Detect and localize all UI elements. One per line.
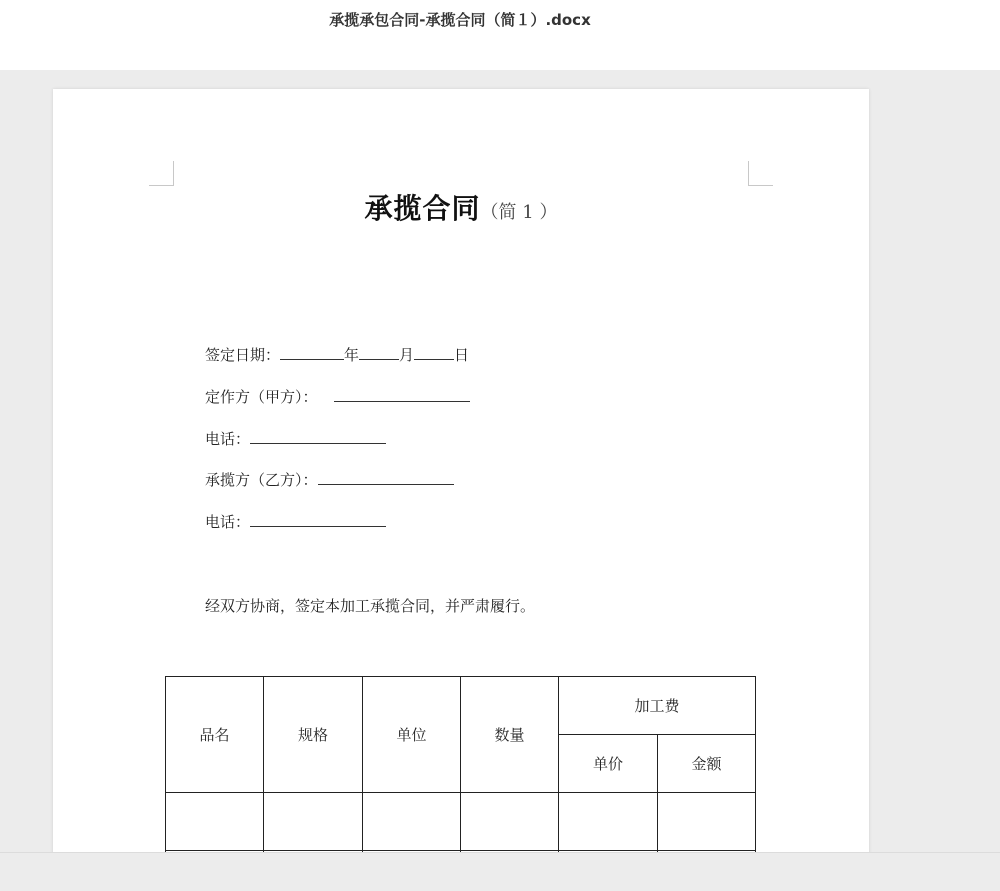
document-viewer[interactable]	[0, 70, 1000, 852]
party-a-blank	[334, 386, 470, 402]
table-cell	[559, 793, 658, 851]
header-cell-quantity: 数量	[461, 677, 559, 793]
header-cell-spec: 规格	[264, 677, 363, 793]
day-blank	[414, 344, 454, 360]
phone-b-blank	[250, 511, 386, 527]
phone-b-line	[205, 511, 386, 532]
party-a-line	[205, 386, 470, 407]
table-cell	[166, 793, 264, 851]
phone-b-label: 电话：	[205, 513, 251, 531]
table-cell	[658, 793, 756, 851]
phone-a-line	[205, 428, 386, 449]
title-bar	[0, 0, 1000, 70]
document-filename: 承揽承包合同-承揽合同（简１）.docx	[329, 11, 591, 29]
phone-a-label: 电话：	[205, 430, 251, 448]
party-b-label: 承揽方（乙方）：	[205, 471, 318, 489]
header-cell-unit-price: 单价	[559, 735, 658, 793]
margin-corner-mark-right	[748, 161, 773, 186]
phone-a-blank	[250, 428, 386, 444]
document-title-main: 承揽合同	[364, 192, 481, 225]
document-title	[53, 187, 869, 227]
table-cell	[264, 793, 363, 851]
month-blank	[359, 344, 399, 360]
table-header-row-1	[166, 677, 756, 735]
day-label: 日	[454, 346, 470, 364]
document-page	[53, 89, 869, 852]
year-label: 年	[344, 346, 360, 364]
bottom-bar	[0, 852, 1000, 891]
processing-fee-table	[165, 676, 756, 852]
header-cell-amount: 金额	[658, 735, 756, 793]
party-a-label: 定作方（甲方）：	[205, 388, 318, 406]
header-cell-name: 品名	[166, 677, 264, 793]
table-cell	[461, 793, 559, 851]
sign-date-line	[205, 344, 469, 365]
party-b-line	[205, 469, 454, 490]
table-cell	[363, 793, 461, 851]
header-cell-unit: 单位	[363, 677, 461, 793]
sign-date-label: 签定日期：	[205, 346, 281, 364]
document-title-suffix: （简 1 ）	[480, 202, 558, 223]
party-b-blank	[318, 469, 454, 485]
year-blank	[280, 344, 344, 360]
month-label: 月	[399, 346, 415, 364]
table-row	[166, 793, 756, 851]
header-cell-processing-fee: 加工费	[559, 677, 756, 735]
margin-corner-mark-left	[149, 161, 174, 186]
intro-paragraph: 经双方协商，签定本加工承揽合同，并严肃履行。	[205, 597, 536, 615]
